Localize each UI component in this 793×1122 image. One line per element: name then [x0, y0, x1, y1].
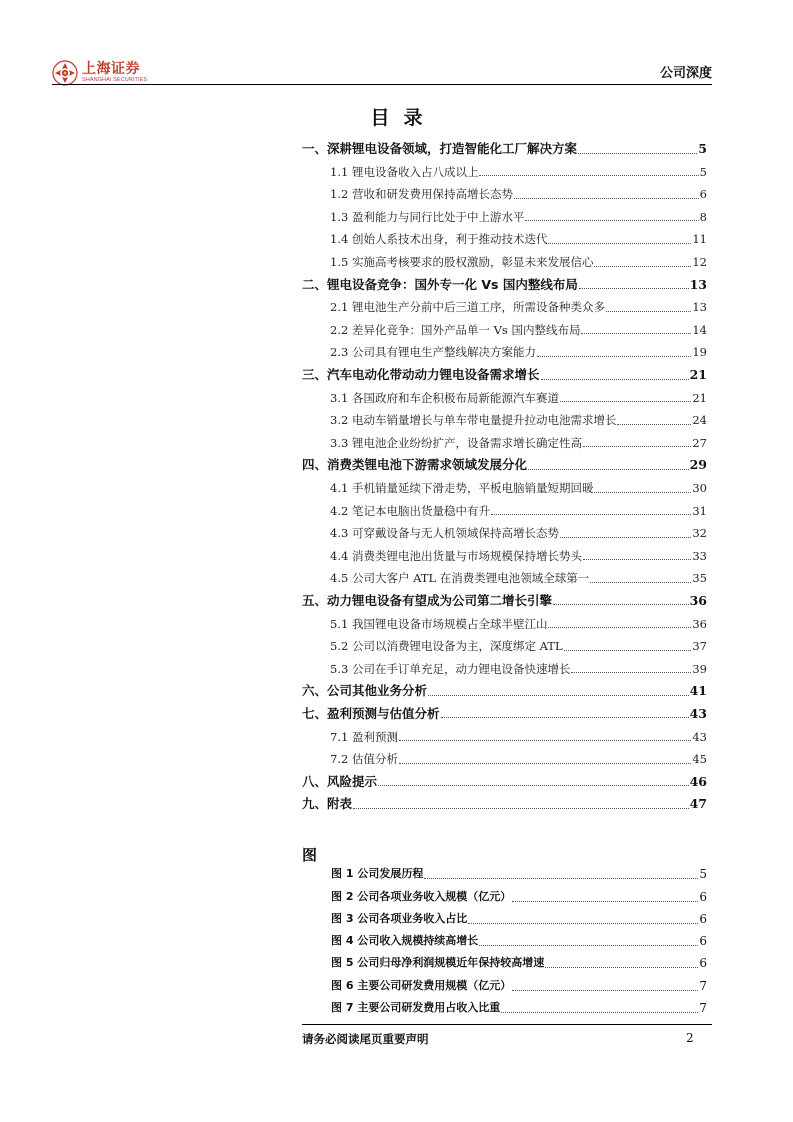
figure-list-entry[interactable]: [331, 862, 707, 884]
toc-section-entry[interactable]: [302, 633, 707, 656]
dot-leader: [399, 740, 691, 741]
entry-label: 1.5 实施高考核要求的股权激励，彰显未来发展信心: [330, 255, 594, 270]
dot-leader: [441, 717, 689, 718]
dot-leader: [594, 492, 691, 493]
dot-leader: [617, 424, 691, 425]
entry-label: 5.1 我国锂电设备市场规模占全球半壁江山: [330, 616, 548, 631]
toc-section-entry[interactable]: [302, 159, 707, 182]
toc-section-entry[interactable]: [302, 181, 707, 204]
toc-section-entry[interactable]: [302, 723, 707, 746]
toc-section-entry[interactable]: [302, 430, 707, 453]
dot-leader: [548, 627, 691, 628]
dot-leader: [525, 220, 698, 221]
entry-label: 4.2 笔记本电脑出货量稳中有升: [330, 503, 490, 518]
entry-label: 2.2 差异化竞争：国外产品单一 Vs 国内整线布局: [330, 322, 581, 337]
toc-section-entry[interactable]: [302, 610, 707, 633]
entry-page-number: 6: [699, 889, 707, 904]
entry-page-number: 47: [689, 796, 707, 812]
entry-label: 1.3 盈利能力与同行比处于中上游水平: [330, 209, 525, 224]
entry-label: 七、盈利预测与估值分析: [302, 705, 440, 721]
table-of-contents: [302, 136, 707, 814]
figure-list: [331, 862, 707, 1018]
entry-page-number: 12: [692, 255, 707, 270]
toc-section-entry[interactable]: [302, 498, 707, 521]
entry-page-number: 14: [692, 322, 707, 337]
dot-leader: [512, 990, 698, 991]
toc-chapter-entry[interactable]: [302, 701, 707, 724]
entry-page-number: 24: [692, 413, 707, 428]
figure-list-entry[interactable]: [331, 929, 707, 951]
toc-section-entry[interactable]: [302, 294, 707, 317]
entry-page-number: 36: [692, 616, 707, 631]
toc-chapter-entry[interactable]: [302, 272, 707, 295]
dot-leader: [468, 923, 698, 924]
entry-label: 三、汽车电动化带动动力锂电设备需求增长: [302, 367, 540, 383]
brand-name-cn: 上海证券: [82, 61, 140, 78]
dot-leader: [512, 901, 698, 902]
toc-section-entry[interactable]: [302, 226, 707, 249]
entry-label: 图 7 主要公司研发费用占收入比重: [331, 1001, 501, 1015]
dot-leader: [583, 446, 691, 447]
document-type: 公司深度: [659, 66, 712, 81]
figure-list-entry[interactable]: [331, 951, 707, 973]
entry-page-number: 46: [689, 773, 707, 789]
toc-section-entry[interactable]: [302, 543, 707, 566]
dot-leader: [594, 266, 691, 267]
entry-label: 4.3 可穿戴设备与无人机领域保持高增长态势: [330, 526, 559, 541]
entry-label: 2.1 锂电池生产分前中后三道工序，所需设备种类众多: [330, 300, 605, 315]
entry-page-number: 19: [692, 345, 707, 360]
toc-section-entry[interactable]: [302, 339, 707, 362]
entry-page-number: 6: [699, 934, 707, 949]
entry-page-number: 6: [699, 911, 707, 926]
entry-label: 4.4 消费类锂电池出货量与市场规模保持增长势头: [330, 548, 582, 563]
entry-label: 5.2 公司以消费锂电设备为主，深度绑定 ATL: [330, 639, 563, 654]
entry-page-number: 43: [692, 729, 707, 744]
toc-title: 目录: [370, 107, 437, 129]
toc-chapter-entry[interactable]: [302, 588, 707, 611]
footer-rule: [302, 1024, 712, 1025]
entry-page-number: 37: [692, 639, 707, 654]
dot-leader: [479, 175, 698, 176]
dot-leader: [560, 537, 691, 538]
dot-leader: [424, 878, 698, 879]
dot-leader: [353, 808, 689, 809]
toc-chapter-entry[interactable]: [302, 136, 707, 159]
entry-label: 九、附表: [302, 796, 353, 812]
entry-page-number: 7: [699, 1001, 707, 1016]
entry-label: 图 3 公司各项业务收入占比: [331, 911, 468, 925]
dot-leader: [479, 945, 698, 946]
entry-page-number: 41: [689, 683, 707, 699]
entry-page-number: 43: [689, 705, 707, 721]
entry-label: 图 4 公司收入规模持续高增长: [331, 934, 479, 948]
disclaimer-note: 请务必阅读尾页重要声明: [302, 1032, 429, 1046]
dot-leader: [537, 356, 691, 357]
brand-name-en: SHANGHAI SECURITIES: [82, 77, 148, 84]
page-number: 2: [686, 1031, 694, 1045]
brand-mark-icon: [52, 60, 78, 86]
entry-label: 3.1 各国政府和车企积极布局新能源汽车赛道: [330, 390, 559, 405]
dot-leader: [399, 763, 691, 764]
toc-section-entry[interactable]: [302, 204, 707, 227]
entry-page-number: 27: [692, 435, 707, 450]
dot-leader: [560, 401, 691, 402]
dot-leader: [514, 198, 699, 199]
entry-label: 六、公司其他业务分析: [302, 683, 428, 699]
toc-chapter-entry[interactable]: [302, 769, 707, 792]
toc-section-entry[interactable]: [302, 520, 707, 543]
figure-list-entry[interactable]: [331, 907, 707, 929]
entry-page-number: 7: [699, 978, 707, 993]
entry-label: 二、锂电设备竞争：国外专一化 Vs 国内整线布局: [302, 276, 578, 292]
toc-section-entry[interactable]: [302, 746, 707, 769]
dot-leader: [579, 288, 689, 289]
toc-section-entry[interactable]: [302, 317, 707, 340]
entry-label: 7.2 估值分析: [330, 752, 398, 767]
dot-leader: [548, 243, 691, 244]
entry-page-number: 8: [699, 209, 707, 224]
entry-label: 2.3 公司具有锂电生产整线解决方案能力: [330, 345, 536, 360]
entry-label: 5.3 公司在手订单充足，动力锂电设备快速增长: [330, 661, 571, 676]
dot-leader: [590, 582, 691, 583]
entry-page-number: 31: [692, 503, 707, 518]
figure-list-heading: 图: [302, 846, 318, 864]
entry-page-number: 6: [699, 956, 707, 971]
entry-label: 图 5 公司归母净利润规模近年保持较高增速: [331, 956, 545, 970]
entry-page-number: 5: [698, 141, 707, 157]
entry-page-number: 13: [689, 276, 707, 292]
dot-leader: [581, 333, 691, 334]
entry-label: 1.2 营收和研发费用保持高增长态势: [330, 187, 513, 202]
entry-label: 五、动力锂电设备有望成为公司第二增长引擎: [302, 592, 553, 608]
dot-leader: [606, 311, 691, 312]
entry-label: 7.1 盈利预测: [330, 729, 398, 744]
entry-page-number: 45: [692, 752, 707, 767]
dot-leader: [564, 650, 692, 651]
dot-leader: [428, 695, 689, 696]
figure-list-entry[interactable]: [331, 973, 707, 995]
toc-section-entry[interactable]: [302, 656, 707, 679]
toc-section-entry[interactable]: [302, 407, 707, 430]
toc-section-entry[interactable]: [302, 385, 707, 408]
entry-label: 1.4 创始人系技术出身，利于推动技术迭代: [330, 232, 548, 247]
entry-page-number: 33: [692, 548, 707, 563]
dot-leader: [491, 514, 691, 515]
entry-page-number: 5: [699, 867, 707, 882]
toc-section-entry[interactable]: [302, 475, 707, 498]
header-rule: [52, 84, 712, 85]
dot-leader: [571, 672, 691, 673]
dot-leader: [583, 559, 691, 560]
figure-list-entry[interactable]: [331, 996, 707, 1018]
entry-label: 4.5 公司大客户 ATL 在消费类锂电池领域全球第一: [330, 571, 590, 586]
entry-page-number: 39: [692, 661, 707, 676]
toc-chapter-entry[interactable]: [302, 791, 707, 814]
entry-page-number: 6: [699, 187, 707, 202]
toc-chapter-entry[interactable]: [302, 452, 707, 475]
entry-page-number: 5: [699, 164, 707, 179]
entry-page-number: 36: [689, 592, 707, 608]
entry-label: 图 6 主要公司研发费用规模（亿元）: [331, 978, 512, 992]
entry-label: 图 2 公司各项业务收入规模（亿元）: [331, 889, 512, 903]
entry-label: 四、消费类锂电池下游需求领域发展分化: [302, 457, 528, 473]
dot-leader: [553, 604, 689, 605]
dot-leader: [541, 379, 689, 380]
toc-section-entry[interactable]: [302, 565, 707, 588]
entry-page-number: 35: [692, 571, 707, 586]
entry-page-number: 13: [692, 300, 707, 315]
toc-chapter-entry[interactable]: [302, 362, 707, 385]
toc-section-entry[interactable]: [302, 249, 707, 272]
entry-label: 图 1 公司发展历程: [331, 867, 424, 881]
entry-page-number: 11: [692, 232, 707, 247]
entry-label: 3.3 锂电池企业纷纷扩产，设备需求增长确定性高: [330, 435, 582, 450]
dot-leader: [378, 785, 689, 786]
figure-list-entry[interactable]: [331, 884, 707, 906]
toc-chapter-entry[interactable]: [302, 678, 707, 701]
entry-label: 八、风险提示: [302, 773, 378, 789]
entry-label: 3.2 电动车销量增长与单车带电量提升拉动电池需求增长: [330, 413, 617, 428]
dot-leader: [578, 153, 697, 154]
dot-leader: [501, 1012, 698, 1013]
entry-label: 4.1 手机销量延续下滑走势，平板电脑销量短期回暖: [330, 481, 594, 495]
entry-page-number: 29: [689, 457, 707, 473]
entry-page-number: 30: [692, 481, 707, 495]
entry-page-number: 21: [689, 367, 707, 383]
entry-page-number: 21: [692, 390, 707, 405]
entry-page-number: 32: [692, 526, 707, 541]
entry-label: 一、深耕锂电设备领域，打造智能化工厂解决方案: [302, 141, 578, 157]
entry-label: 1.1 锂电设备收入占八成以上: [330, 164, 479, 179]
dot-leader: [545, 967, 698, 968]
dot-leader: [528, 469, 689, 470]
